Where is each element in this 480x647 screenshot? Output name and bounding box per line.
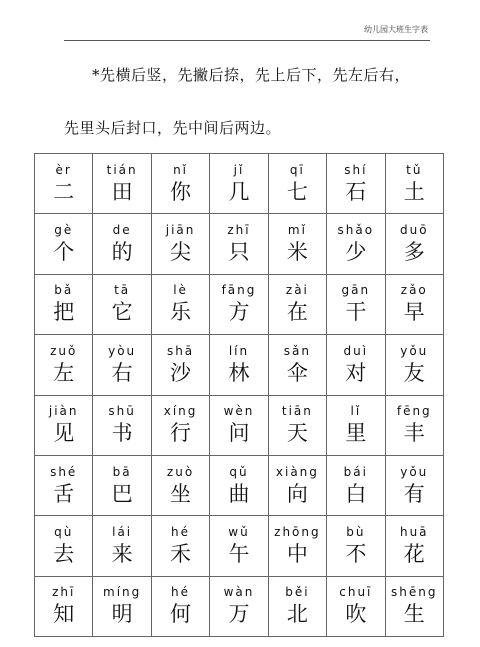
character-cell (385, 455, 443, 515)
hanzi-character: 舌 (53, 481, 75, 506)
character-cell (268, 154, 326, 214)
pinyin-label: shí (344, 162, 368, 177)
pinyin-label: bù (346, 524, 366, 539)
hanzi-character: 少 (345, 240, 367, 265)
pinyin-label: wǔ (228, 524, 250, 539)
pinyin-label: shé (50, 464, 78, 479)
character-cell (210, 335, 268, 395)
character-cell (385, 516, 443, 576)
character-cell (151, 516, 209, 576)
hanzi-character: 尖 (170, 240, 192, 265)
character-cell (93, 516, 151, 576)
hanzi-character: 它 (111, 300, 133, 325)
character-cell (35, 274, 93, 334)
hanzi-character: 的 (111, 240, 133, 265)
character-cell (385, 395, 443, 455)
pinyin-label: bái (343, 464, 368, 479)
pinyin-label: zuò (166, 464, 195, 479)
pinyin-label: lín (228, 343, 250, 358)
hanzi-character: 万 (228, 602, 250, 627)
pinyin-label: běi (285, 585, 310, 600)
pinyin-label: lái (112, 524, 133, 539)
pinyin-label: xíng (163, 404, 198, 419)
pinyin-label: míng (103, 585, 142, 600)
pinyin-label: duì (343, 343, 369, 358)
hanzi-character: 里 (345, 421, 367, 446)
character-cell (93, 335, 151, 395)
hanzi-character: 干 (345, 300, 367, 325)
pinyin-label: bǎ (54, 283, 74, 298)
hanzi-character: 多 (403, 240, 425, 265)
character-cell (93, 274, 151, 334)
hanzi-character: 二 (53, 179, 75, 204)
character-cell (93, 455, 151, 515)
hanzi-character: 白 (345, 481, 367, 506)
character-cell (151, 576, 209, 636)
hanzi-character: 土 (403, 179, 425, 204)
character-cell (385, 154, 443, 214)
hanzi-character: 巴 (111, 481, 133, 506)
hanzi-character: 吹 (345, 602, 367, 627)
pinyin-label: hé (171, 524, 191, 539)
character-cell (151, 395, 209, 455)
character-cell (268, 395, 326, 455)
hanzi-character: 天 (286, 421, 308, 446)
character-cell (151, 455, 209, 515)
table-row (35, 516, 444, 576)
character-cell (210, 154, 268, 214)
hanzi-character: 对 (345, 360, 367, 385)
pinyin-label: huā (399, 524, 429, 539)
character-cell (385, 274, 443, 334)
table-row (35, 154, 444, 214)
character-cell (268, 576, 326, 636)
hanzi-character: 生 (403, 602, 425, 627)
character-cell (385, 335, 443, 395)
pinyin-label: wàn (223, 585, 255, 600)
pinyin-label: shēng (391, 585, 438, 600)
hanzi-character: 问 (228, 421, 250, 446)
character-cell (268, 455, 326, 515)
character-cell (327, 274, 385, 334)
character-cell (210, 455, 268, 515)
pinyin-label: chuī (339, 585, 373, 600)
pinyin-label: sǎn (283, 343, 311, 358)
hanzi-character: 午 (228, 541, 250, 566)
pinyin-label: gān (341, 283, 371, 298)
pinyin-label: tā (114, 283, 131, 298)
hanzi-character: 来 (111, 541, 133, 566)
character-cell (268, 516, 326, 576)
character-cell (210, 214, 268, 274)
pinyin-label: zài (285, 283, 309, 298)
character-cell (151, 274, 209, 334)
hanzi-character: 有 (403, 481, 425, 506)
hanzi-character: 明 (111, 602, 133, 627)
table-row (35, 335, 444, 395)
stroke-order-rule-line-1: *先横后竖，先撇后捺，先上后下，先左后右， (92, 66, 411, 84)
pinyin-label: jiàn (48, 404, 79, 419)
pinyin-label: mǐ (287, 223, 307, 238)
pinyin-label: duō (399, 223, 429, 238)
pinyin-label: hé (171, 585, 191, 600)
character-cell (327, 516, 385, 576)
character-cell (210, 576, 268, 636)
character-cell (327, 576, 385, 636)
table-row (35, 395, 444, 455)
character-cell (327, 335, 385, 395)
character-cell (35, 455, 93, 515)
hanzi-character: 在 (286, 300, 308, 325)
hanzi-character: 几 (228, 179, 250, 204)
character-cell (35, 395, 93, 455)
hanzi-character: 向 (286, 481, 308, 506)
pinyin-label: tiān (281, 404, 313, 419)
character-cell (93, 214, 151, 274)
pinyin-label: yǒu (400, 464, 429, 479)
character-cell (93, 395, 151, 455)
header-divider (64, 40, 430, 41)
pinyin-label: lè (173, 283, 188, 298)
hanzi-character: 知 (53, 602, 75, 627)
character-cell (327, 455, 385, 515)
pinyin-label: lǐ (350, 404, 362, 419)
character-cell (93, 154, 151, 214)
character-cell (385, 576, 443, 636)
character-cell (268, 214, 326, 274)
character-cell (210, 516, 268, 576)
hanzi-character: 林 (228, 360, 250, 385)
character-cell (151, 214, 209, 274)
hanzi-character: 左 (53, 360, 75, 385)
hanzi-character: 曲 (228, 481, 250, 506)
hanzi-character: 早 (403, 300, 425, 325)
header-title: 幼儿园大班生字表 (364, 25, 428, 34)
character-cell (35, 516, 93, 576)
hanzi-character: 何 (170, 602, 192, 627)
pinyin-label: tǔ (406, 162, 423, 177)
character-cell (268, 335, 326, 395)
character-cell (151, 335, 209, 395)
hanzi-character: 七 (286, 179, 308, 204)
hanzi-character: 丰 (403, 421, 425, 446)
pinyin-label: xiàng (275, 464, 319, 479)
table-row (35, 214, 444, 274)
character-table (34, 153, 444, 637)
pinyin-label: jǐ (233, 162, 245, 177)
hanzi-character: 方 (228, 300, 250, 325)
hanzi-character: 个 (53, 240, 75, 265)
hanzi-character: 花 (403, 541, 425, 566)
pinyin-label: zhī (52, 585, 76, 600)
pinyin-label: shǎo (337, 223, 375, 238)
character-cell (385, 214, 443, 274)
pinyin-label: jiān (165, 223, 196, 238)
hanzi-character: 北 (286, 602, 308, 627)
pinyin-label: yòu (108, 343, 137, 358)
hanzi-character: 把 (53, 300, 75, 325)
hanzi-character: 只 (228, 240, 250, 265)
character-cell (151, 154, 209, 214)
character-cell (35, 335, 93, 395)
pinyin-label: qī (289, 162, 305, 177)
pinyin-label: de (112, 223, 132, 238)
character-cell (327, 395, 385, 455)
hanzi-character: 石 (345, 179, 367, 204)
table-row (35, 274, 444, 334)
hanzi-character: 伞 (286, 360, 308, 385)
pinyin-label: shā (166, 343, 195, 358)
stroke-order-rule-line-2: 先里头后封口，先中间后两边。 (64, 119, 282, 137)
hanzi-character: 行 (170, 421, 192, 446)
hanzi-character: 中 (286, 541, 308, 566)
hanzi-character: 米 (286, 240, 308, 265)
pinyin-label: tián (106, 162, 138, 177)
pinyin-label: fēng (396, 404, 432, 419)
pinyin-label: qù (54, 524, 74, 539)
pinyin-label: zǎo (400, 283, 428, 298)
pinyin-label: zuǒ (50, 343, 78, 358)
character-cell (268, 274, 326, 334)
table-row (35, 455, 444, 515)
pinyin-label: shū (108, 404, 136, 419)
pinyin-label: fāng (221, 283, 257, 298)
pinyin-label: wèn (223, 404, 255, 419)
pinyin-label: zhōng (274, 524, 321, 539)
pinyin-label: bā (112, 464, 132, 479)
hanzi-character: 禾 (170, 541, 192, 566)
hanzi-character: 沙 (170, 360, 192, 385)
hanzi-character: 右 (111, 360, 133, 385)
character-cell (210, 395, 268, 455)
hanzi-character: 友 (403, 360, 425, 385)
character-cell (35, 214, 93, 274)
hanzi-character: 你 (170, 179, 192, 204)
hanzi-character: 不 (345, 541, 367, 566)
character-cell (35, 154, 93, 214)
hanzi-character: 坐 (170, 481, 192, 506)
table-row (35, 576, 444, 636)
hanzi-character: 书 (111, 421, 133, 446)
character-cell (35, 576, 93, 636)
pinyin-label: gè (54, 223, 74, 238)
hanzi-character: 去 (53, 541, 75, 566)
hanzi-character: 乐 (170, 300, 192, 325)
character-cell (210, 274, 268, 334)
pinyin-label: qǔ (229, 464, 249, 479)
pinyin-label: zhī (227, 223, 251, 238)
character-cell (327, 214, 385, 274)
pinyin-label: èr (55, 162, 72, 177)
character-cell (327, 154, 385, 214)
character-cell (93, 576, 151, 636)
pinyin-label: yǒu (400, 343, 429, 358)
hanzi-character: 见 (53, 421, 75, 446)
hanzi-character: 田 (111, 179, 133, 204)
pinyin-label: nǐ (173, 162, 189, 177)
